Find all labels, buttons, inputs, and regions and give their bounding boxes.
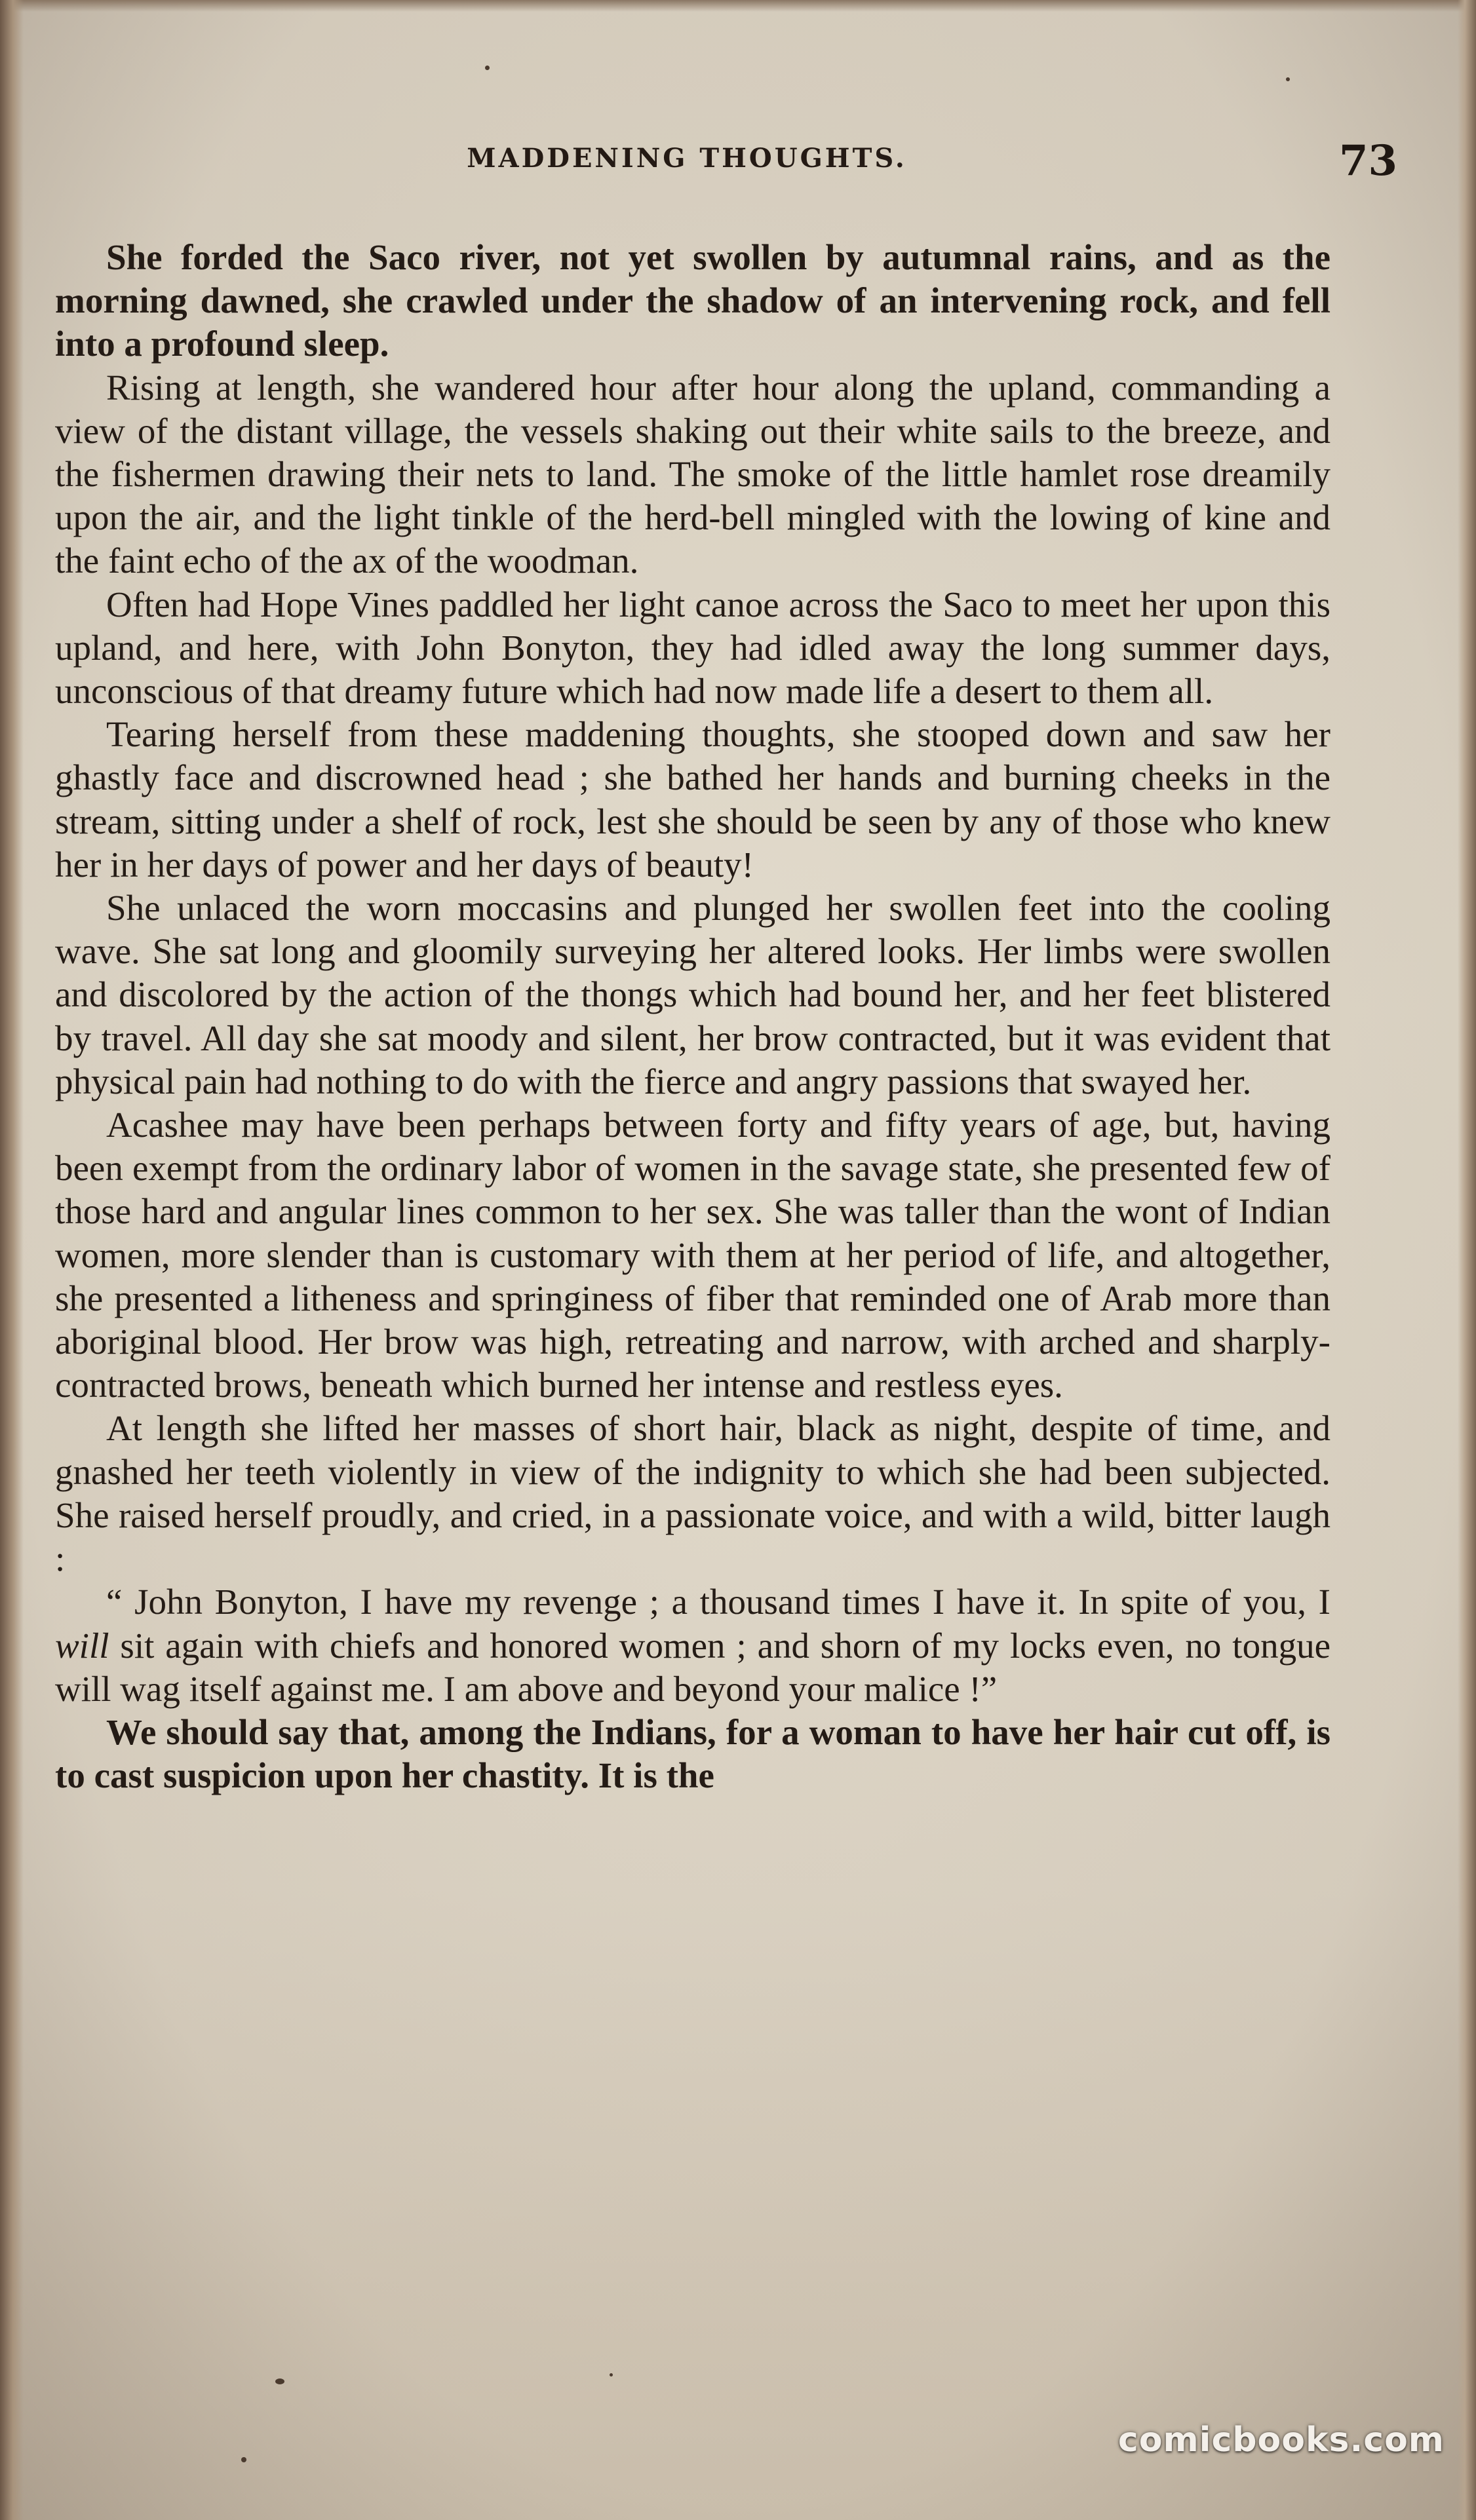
print-speck — [485, 66, 490, 70]
running-head: MADDENING THOUGHTS. — [467, 143, 907, 174]
print-speck — [275, 2378, 284, 2384]
body-text — [55, 236, 1330, 1797]
print-speck — [1286, 77, 1290, 81]
quote-text-after: sit again with chiefs and honored women ; and shorn of my locks even, no tongue will wag itself against me. I am above and beyond your malice !” — [55, 1625, 1330, 1709]
page-left-edge — [0, 0, 24, 2520]
page-top-edge — [0, 0, 1476, 12]
paragraph: Tearing herself from these maddening thoughts, she stooped down and saw her ghastly face and discrowned head ; she bathed her hands and burning cheeks in the stream, sitting under a shelf of rock, lest she should be seen by any of those who knew her in her days of power and her days of beauty! — [55, 714, 1330, 885]
quote-paragraph — [55, 1580, 1330, 1711]
paragraph: At length she lifted her masses of short hair, black as night, despite of time, and gnashed her teeth violently in view of the indignity to which she had been subjected. She raised herself proudly, and cried, in a passionate voice, and with a wild, bitter laugh : — [55, 1408, 1330, 1579]
paragraph: Rising at length, she wandered hour after hour along the upland, commanding a view of the distant village, the vessels shaking out their white sails to the breeze, and the fishermen drawing their nets to land. The smoke of the little hamlet rose dreamily upon the air, and the light tinkle of the herd-bell mingled with the lowing of kine and the faint echo of the ax of the woodman. — [55, 367, 1330, 581]
watermark: comicbooks.com — [1117, 2420, 1445, 2460]
quote-emphasis: will — [55, 1625, 109, 1666]
quote-text-before: “ John Bonyton, I have my revenge ; a thousand times I have it. In spite of you, I — [106, 1582, 1330, 1622]
print-speck — [241, 2457, 246, 2462]
paragraph: Often had Hope Vines paddled her light canoe across the Saco to meet her upon this upland, and here, with John Bonyton, they had idled away the long summer days, unconscious of that dreamy future which had now made life a desert to them all. — [55, 584, 1330, 712]
paragraph: Acashee may have been perhaps between forty and fifty years of age, but, having been exempt from the ordinary labor of women in the savage state, she presented few of those hard and angular lines common to her sex. She was taller than the wont of Indian women, more slender than is customary with them at her period of life, and altogether, she presented a litheness and springiness of fiber that reminded one of Arab more than aboriginal blood. Her brow was high, retreating and narrow, with arched and sharply-contracted brows, beneath which burned her intense and restless eyes. — [55, 1105, 1330, 1405]
paragraph: We should say that, among the Indians, for a woman to have her hair cut off, is to cast suspicion upon her chastity. It is the — [55, 1711, 1330, 1796]
page-header — [55, 136, 1397, 189]
print-speck — [610, 2373, 613, 2377]
paragraph: She unlaced the worn moccasins and plunged her swollen feet into the cooling wave. She sat long and gloomily surveying her altered looks. Her limbs were swollen and discolored by the action of the thongs which had bound her, and her feet blistered by travel. All day she sat moody and silent, her brow contracted, but it was evident that physical pain had nothing to do with the fierce and angry passions that swayed her. — [55, 888, 1330, 1101]
paragraph: She forded the Saco river, not yet swollen by autumnal rains, and as the morning dawned, she crawled under the shadow of an intervening rock, and fell into a profound sleep. — [55, 237, 1330, 364]
page-number: 73 — [1338, 136, 1397, 185]
page-right-edge — [1458, 0, 1476, 2520]
